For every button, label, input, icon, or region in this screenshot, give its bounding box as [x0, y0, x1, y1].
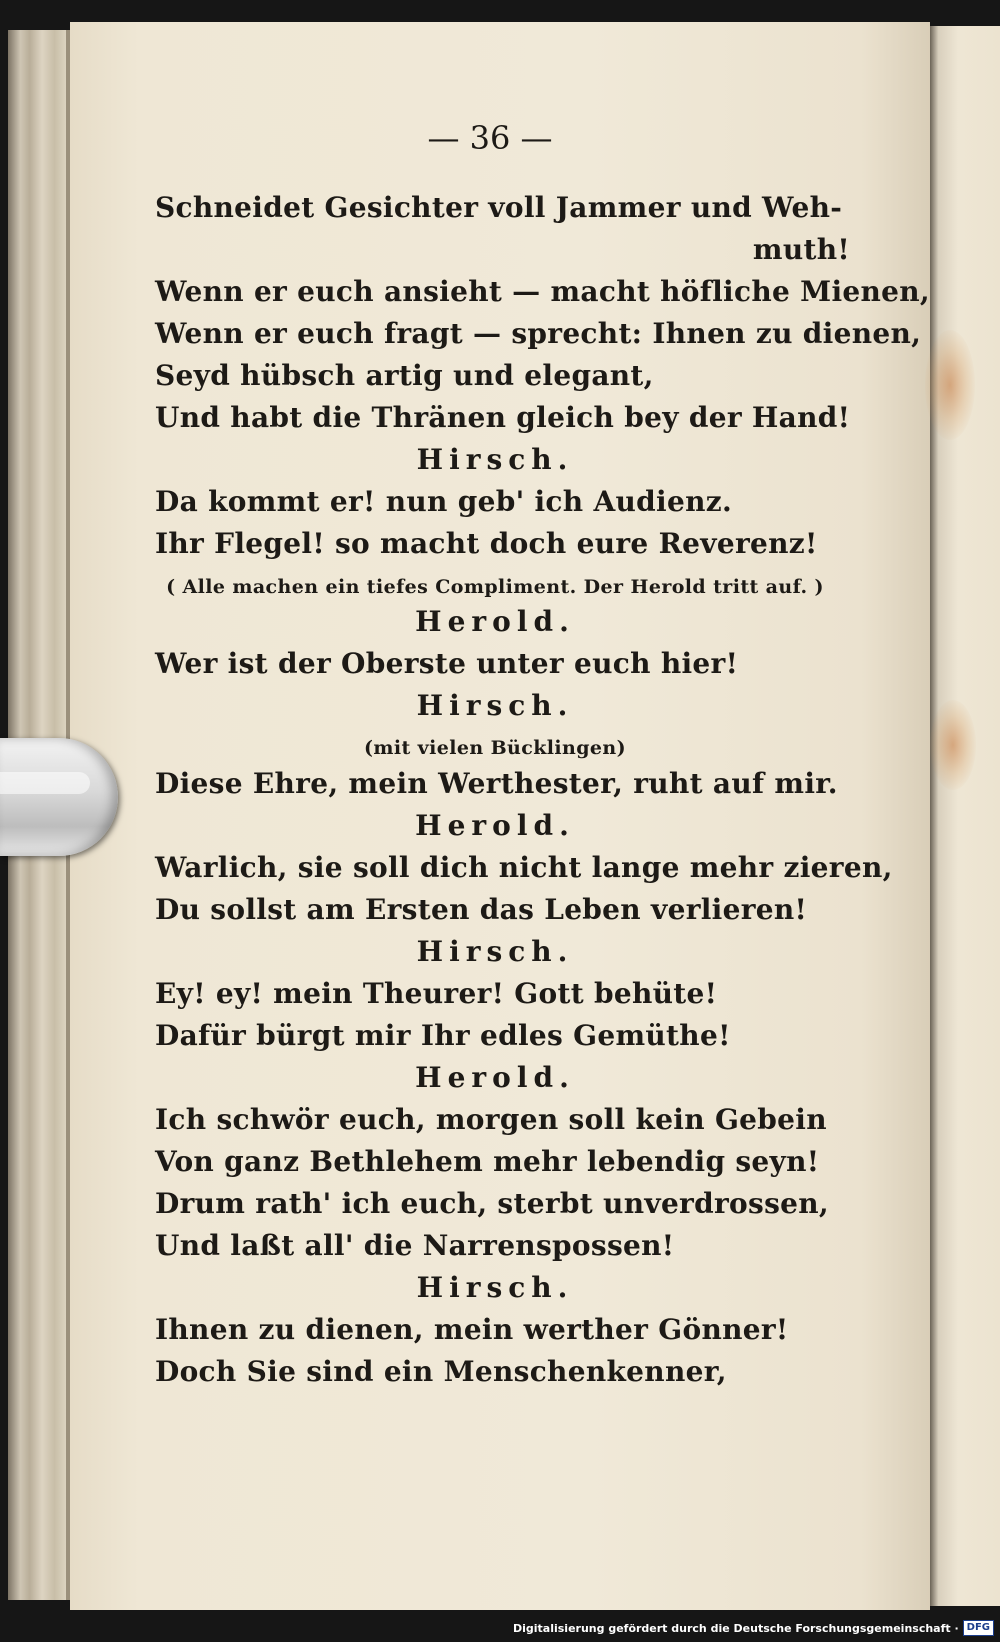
speaker-name: Herold. [415, 809, 575, 842]
credit-text: Digitalisierung gefördert durch die Deutsche Forschungsgemeinschaft · [512, 1621, 959, 1635]
text-line: Wer ist der Oberste unter euch hier! [155, 647, 739, 680]
text-line: Warlich, sie soll dich nicht lange mehr zieren, [155, 851, 893, 884]
stage-direction: ( Alle machen ein tiefes Compliment. Der Herold tritt auf. ) [166, 576, 824, 598]
text-line: Wenn er euch fragt — sprecht: Ihnen zu dienen, [155, 317, 922, 350]
text-line: Wenn er euch ansieht — macht höfliche Mienen, [155, 275, 930, 308]
text-line: Ey! ey! mein Theurer! Gott behüte! [155, 977, 718, 1010]
text-line: Dafür bürgt mir Ihr edles Gemüthe! [155, 1019, 731, 1052]
text-line: Doch Sie sind ein Menschenkenner, [155, 1355, 727, 1388]
speaker-name: Hirsch. [416, 1271, 574, 1304]
speaker-name: Hirsch. [416, 935, 574, 968]
speaker-name: Hirsch. [416, 689, 574, 722]
text-line: Von ganz Bethlehem mehr lebendig seyn! [155, 1145, 820, 1178]
text-line: muth! [752, 233, 850, 266]
digitization-credit [513, 1618, 994, 1638]
speaker-name: Herold. [415, 605, 575, 638]
text-line: Ich schwör euch, morgen soll kein Gebein [155, 1103, 827, 1136]
speaker-name: Hirsch. [416, 443, 574, 476]
speaker-name: Herold. [415, 1061, 575, 1094]
text-line: Und laßt all' die Narrenspossen! [155, 1229, 675, 1262]
text-line: Und habt die Thränen gleich bey der Hand! [155, 401, 851, 434]
text-line: Du sollst am Ersten das Leben verlieren! [155, 893, 808, 926]
text-line: Drum rath' ich euch, sterbt unverdrossen, [155, 1187, 829, 1220]
text-line: Seyd hübsch artig und elegant, [155, 359, 654, 392]
text-line: Ihnen zu dienen, mein werther Gönner! [155, 1313, 789, 1346]
page-number: — 36 — [427, 119, 553, 157]
text-line: Diese Ehre, mein Werthester, ruht auf mir. [155, 767, 838, 800]
stage-direction: (mit vielen Bücklingen) [363, 737, 627, 759]
dfg-logo-icon: DFG [963, 1620, 994, 1636]
text-line: Ihr Flegel! so macht doch eure Reverenz! [155, 527, 818, 560]
text-line: Schneidet Gesichter voll Jammer und Weh- [155, 191, 843, 224]
text-line: Da kommt er! nun geb' ich Audienz. [155, 485, 733, 518]
